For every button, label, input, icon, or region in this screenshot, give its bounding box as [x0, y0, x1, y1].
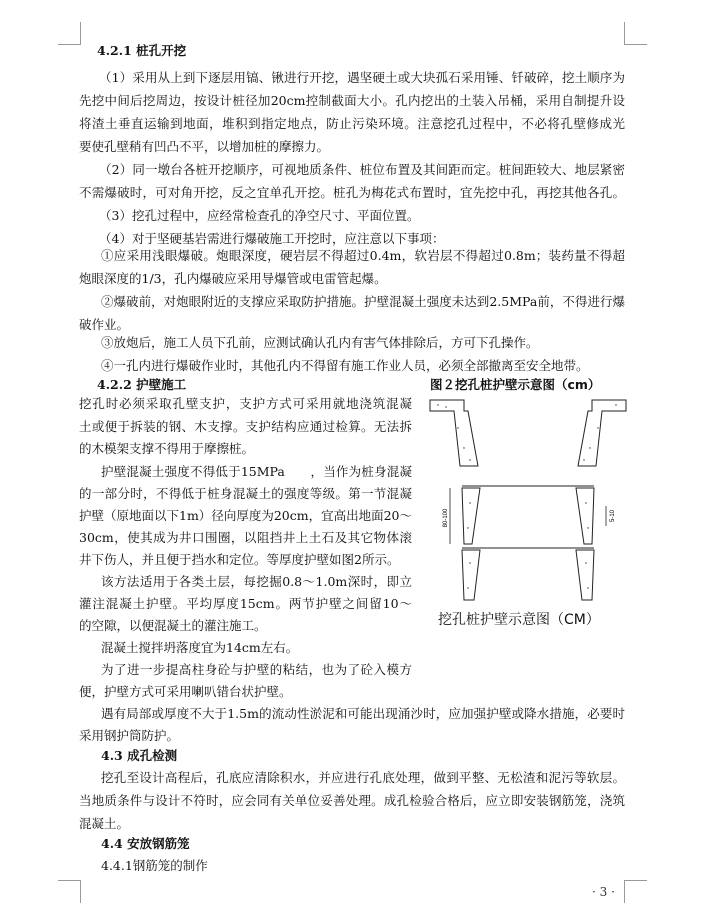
text-line: 不需爆破时，可对角开挖，反之宜单孔开挖。桩孔为梅花式布置时，宜先挖中孔，再挖其他各孔。	[79, 185, 625, 200]
text-line: 要使孔壁稍有凹凸不平，以增加桩的摩擦力。	[79, 139, 330, 154]
text-line: 灌注混凝土护壁。平均厚度15cm。两节护壁之间留10～	[79, 596, 412, 611]
text-line: 混凝土搅拌坍落度宜为14cm左右。	[101, 640, 299, 655]
text-line: 30cm，使其成为井口围圈，以阻挡井上土石及其它物体滚	[79, 530, 412, 545]
wall-segment-top	[430, 400, 626, 466]
crop-mark-bottom-right	[624, 880, 647, 903]
pile-wall-figure	[428, 378, 628, 628]
crop-mark-top-left	[58, 22, 81, 45]
text-line: 该方法适用于各类土层，每挖掘0.8～1.0m深时，即立	[101, 574, 412, 589]
text-line: 先挖中间后挖周边，按设计桩径加20cm控制截面大小。孔内挖出的土装入吊桶，采用自制提升设	[79, 93, 625, 108]
text-line: 土或便于拆装的钢、木支撑。支护结构应通过检算。无法拆	[79, 419, 412, 434]
text-line: 的一部分时，不得低于桩身混凝土的强度等级。第一节混凝	[79, 486, 412, 501]
text-line: 4.4.1钢筋笼的制作	[101, 858, 208, 873]
crop-mark-bottom-left	[58, 880, 81, 903]
figure-title: 图２挖孔桩护壁示意图（cm）	[430, 377, 601, 392]
wall-segment-bottom	[462, 548, 594, 600]
text-line: （3）挖孔过程中，应经常检查孔的净空尺寸、平面位置。	[99, 208, 420, 223]
text-line: 的空隙，以便混凝土的灌注施工。	[79, 618, 267, 633]
page-number: · 3 ·	[592, 885, 615, 899]
text-line: 的木模架支撑不得用于摩擦桩。	[79, 441, 255, 456]
text-line: ④一孔内进行爆破作业时，其他孔内不得留有施工作业人员，必须全部撤离至安全地带。	[101, 358, 589, 373]
text-line: 破作业。	[79, 317, 130, 332]
wall-segment-middle	[462, 486, 594, 544]
text-line: 挖孔时必须采取孔壁支护，支护方式可采用就地浇筑混凝	[79, 396, 412, 411]
crop-mark-top-right	[624, 22, 647, 45]
text-line: （1）采用从上到下逐层用镐、锹进行开挖，遇坚硬土或大块孤石采用锤、钎破碎，挖土顺序为	[99, 70, 625, 85]
text-line: 为了进一步提高柱身砼与护壁的粘结，也为了砼入模方	[101, 662, 412, 677]
dim-label-left: 80-100	[443, 508, 449, 528]
text-line: ②爆破前，对炮眼附近的支撑应采取防护措施。护壁混凝土强度未达到2.5MPa前，不得进行爆	[101, 294, 625, 309]
text-line: 采用钢护筒防护。	[79, 728, 180, 743]
text-line: 当地质条件与设计不符时，应会同有关单位妥善处理。成孔检验合格后，应立即安装钢筋笼，浇筑	[79, 793, 625, 808]
text-line: 炮眼深度的1/3，孔内爆破应采用导爆管或电雷管起爆。	[79, 271, 387, 286]
text-line: 遇有局部或厚度不大于1.5m的流动性淤泥和可能出现涌沙时，应加强护壁或降水措施，必要时	[101, 706, 625, 721]
section-heading: 4.3 成孔检测	[101, 748, 178, 763]
text-line: （4）对于坚硬基岩需进行爆破施工开挖时，应注意以下事项：	[99, 231, 445, 246]
section-heading: 4.2.1 桩孔开挖	[97, 43, 187, 58]
text-line: 护壁（原地面以下1m）径向厚度为20cm，宜高出地面20～	[79, 508, 412, 523]
dim-label-right: 5-10	[610, 509, 616, 523]
text-line: 便，护壁方式可采用喇叭错台状护壁。	[79, 684, 292, 699]
text-line: （2）同一墩台各桩开挖顺序，可视地质条件、桩位布置及其间距而定。桩间距较大、地层紧密	[99, 162, 625, 177]
text-line: 挖孔至设计高程后，孔底应清除积水，并应进行孔底处理，做到平整、无松渣和泥污等软层。	[101, 770, 625, 785]
figure-caption: 挖孔桩护壁示意图（CM）	[438, 612, 600, 628]
text-line: ①应采用浅眼爆破。炮眼深度，硬岩层不得超过0.4m，软岩层不得超过0.8m；装药量不得超	[101, 248, 625, 263]
text-line: ③放炮后，施工人员下孔前，应测试确认孔内有害气体排除后，方可下孔操作。	[101, 335, 539, 350]
text-line: 护壁混凝土强度不得低于15MPa ，当作为桩身混凝	[101, 464, 412, 479]
text-line: 混凝土。	[79, 816, 130, 831]
text-line: 将渣土垂直运输到地面，堆积到指定地点，防止污染环境。注意挖孔过程中，不必将孔壁修成光	[79, 116, 625, 131]
section-heading: 4.4 安放钢筋笼	[101, 836, 190, 851]
section-heading: 4.2.2 护壁施工	[97, 377, 187, 392]
text-line: 井下伤人，并且便于挡水和定位。等厚度护壁如图2所示。	[79, 552, 400, 567]
